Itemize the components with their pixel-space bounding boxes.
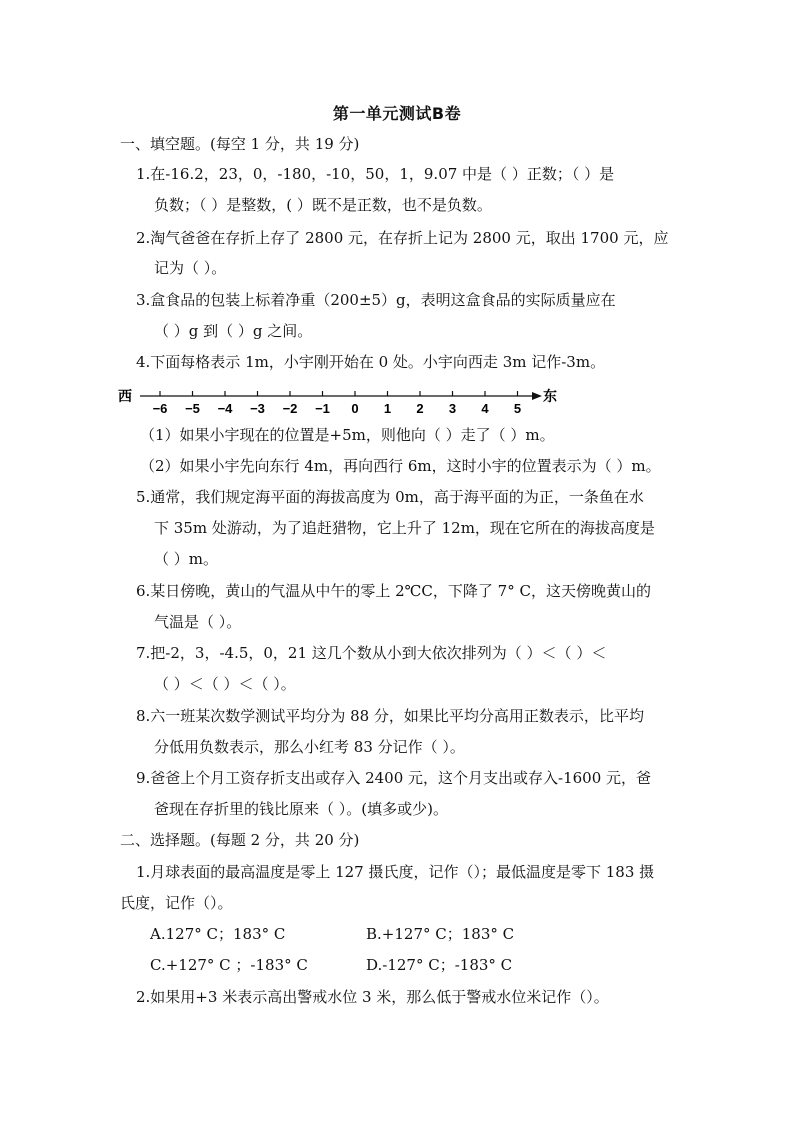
question-4-sub-2: （2）如果小宇先向东行 4m，再向西行 6m，这时小宇的位置表示为（ ）m。 <box>140 457 661 475</box>
question-9-line-1: 9.爸爸上个月工资存折支出或存入 2400 元，这个月支出或存入-1600 元，爸 <box>136 769 652 787</box>
choice-question-1-line-2: 氏度，记作（）。 <box>120 894 233 912</box>
section-2-heading: 二、选择题。(每题 2 分，共 20 分) <box>120 831 360 849</box>
tick-label: 1 <box>383 401 392 416</box>
tick-label: 5 <box>513 401 522 416</box>
tick-label: 3 <box>448 401 457 416</box>
question-6-line-1: 6.某日傍晚，黄山的气温从中午的零上 2℃C，下降了 7° C，这天傍晚黄山的 <box>136 582 651 600</box>
east-label: 东 <box>543 389 557 405</box>
question-8-line-1: 8.六一班某次数学测试平均分为 88 分，如果比平均分高用正数表示，比平均 <box>136 707 644 725</box>
tick-label: 0 <box>351 401 359 416</box>
axis-arrow <box>532 392 542 400</box>
tick-label: −3 <box>250 401 265 416</box>
west-label: 西 <box>118 389 132 405</box>
question-4-sub-1: （1）如果小宇现在的位置是+5m，则他向（ ）走了（ ）m。 <box>140 426 555 444</box>
question-2-line-1: 2.淘气爸爸在存折上存了 2800 元，在存折上记为 2800 元，取出 1700 元，应 <box>136 229 669 247</box>
tick-label: −6 <box>152 401 168 416</box>
question-5-line-1: 5.通常，我们规定海平面的海拔高度为 0m，高于海平面的为正，一条鱼在水 <box>136 488 644 506</box>
question-1-line-1: 1.在-16.2，23，0，-180，-10，50，1，9.07 中是（ ）正数；（ ）是 <box>136 165 615 183</box>
question-3-line-1: 3.盒食品的包装上标着净重（200±5）g，表明这盒食品的实际质量应在 <box>136 291 616 309</box>
question-5-line-2: 下 35m 处游动，为了追赶猎物，它上升了 12m，现在它所在的海拔高度是 <box>154 519 655 537</box>
question-8-line-2: 分低用负数表示，那么小红考 83 分记作（ ）。 <box>154 738 465 756</box>
question-2-line-2: 记为（ ）。 <box>154 259 227 277</box>
tick-label: −1 <box>315 401 330 416</box>
tick-label: −5 <box>185 401 200 416</box>
question-6-line-2: 气温是（ ）。 <box>154 613 242 631</box>
option-d: D.-127° C；-183° C <box>366 956 513 974</box>
section-1-heading: 一、填空题。(每空 1 分，共 19 分) <box>120 135 360 153</box>
question-1-line-2: 负数；（ ）是整数，( ）既不是正数，也不是负数。 <box>154 196 492 214</box>
tick-label: 2 <box>416 401 424 416</box>
question-7-line-1: 7.把-2，3，-4.5，0，21 这几个数从小到大依次排列为（ ）＜（ ）＜ <box>136 644 607 662</box>
choice-question-1-line-1: 1.月球表面的最高温度是零上 127 摄氏度，记作（）；最低温度是零下 183 摄 <box>136 863 655 881</box>
tick-label: 4 <box>481 401 489 416</box>
option-a: A.127° C；183° C <box>150 925 286 943</box>
question-3-line-2: （ ）g 到（ ）g 之间。 <box>154 322 313 340</box>
question-9-line-2: 爸现在存折里的钱比原来（ ）。(填多或少)。 <box>154 800 448 818</box>
tick-group <box>153 391 522 416</box>
number-line <box>118 380 568 420</box>
option-c: C.+127° C ；-183° C <box>150 956 308 974</box>
question-5-line-3: （ ）m。 <box>154 550 218 568</box>
page-title: 第一单元测试B卷 <box>332 104 462 123</box>
tick-label: −4 <box>217 401 233 416</box>
question-4-line-1: 4.下面每格表示 1m，小宇刚开始在 0 处。小宇向西走 3m 记作-3m。 <box>136 353 606 371</box>
option-b: B.+127° C；183° C <box>366 925 515 943</box>
number-line-svg <box>118 380 568 420</box>
tick-label: −2 <box>282 401 298 416</box>
question-7-line-2: （ ）＜（ ）＜（ ）。 <box>154 675 296 693</box>
choice-question-2-line-1: 2.如果用+3 米表示高出警戒水位 3 米，那么低于警戒水位米记作（）。 <box>136 988 609 1006</box>
